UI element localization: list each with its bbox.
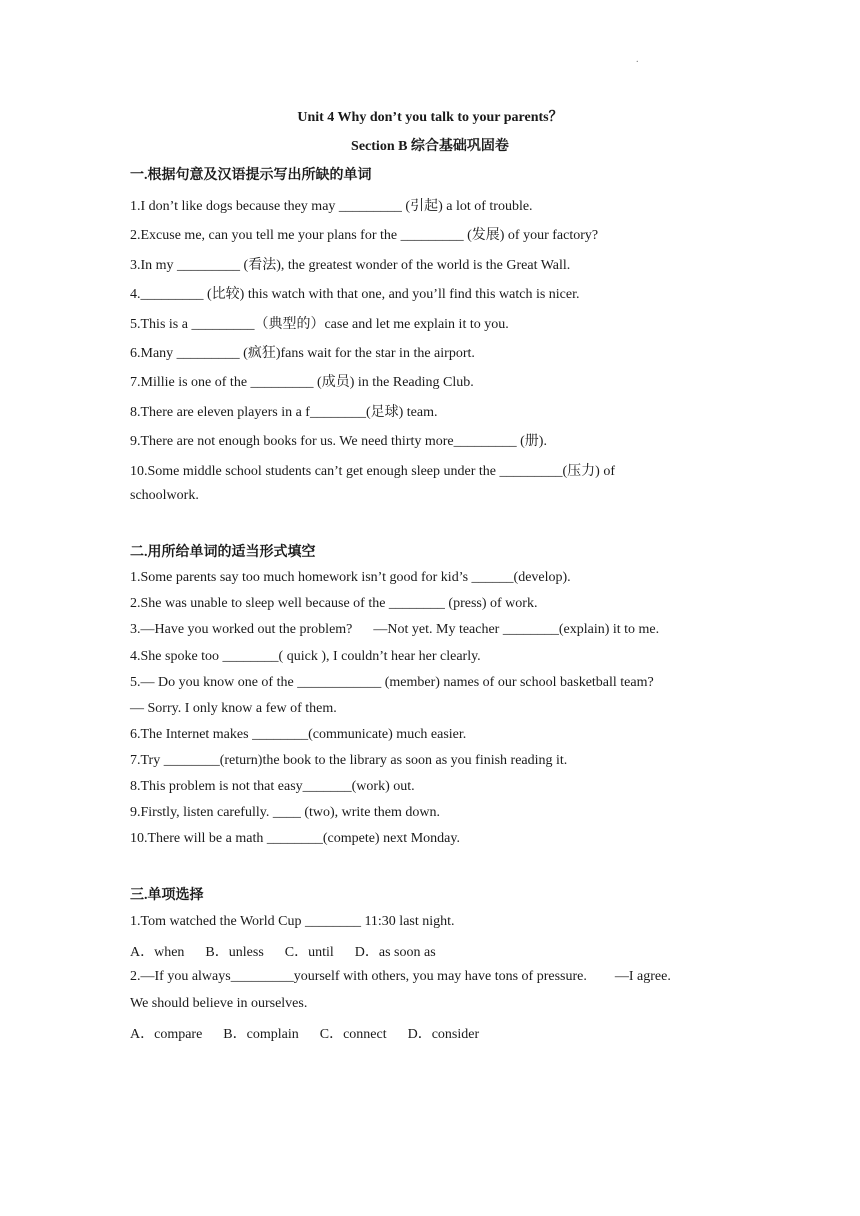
section-2-item: 8.This problem is not that easy_______(work) out. <box>130 779 415 794</box>
section-1-item: 10.Some middle school students can’t get enough sleep under the _________(压力) of <box>130 464 615 479</box>
section-1-item: 3.In my _________ (看法), the greatest wonder of the world is the Great Wall. <box>130 258 571 273</box>
section-3-options: A．when B．unless C．until D．as soon as <box>130 945 436 960</box>
corner-mark: . <box>636 54 639 65</box>
section-2-item: 7.Try ________(return)the book to the library as soon as you finish reading it. <box>130 753 568 768</box>
section-2-item: 2.She was unable to sleep well because of the ________ (press) of work. <box>130 596 538 611</box>
section-1-item: 7.Millie is one of the _________ (成员) in the Reading Club. <box>130 375 474 390</box>
section-3-heading: 三.单项选择 <box>130 888 204 903</box>
section-2-item: 9.Firstly, listen carefully. ____ (two), write them down. <box>130 805 441 820</box>
section-2-item: — Sorry. I only know a few of them. <box>130 701 337 716</box>
section-1-item: 9.There are not enough books for us. We need thirty more_________ (册). <box>130 434 547 449</box>
section-2-item: 3.—Have you worked out the problem? —Not yet. My teacher ________(explain) it to me. <box>130 622 660 637</box>
page-title: Unit 4 Why don’t you talk to your parents？ <box>297 110 563 125</box>
section-1-item: 2.Excuse me, can you tell me your plans for the _________ (发展) of your factory? <box>130 228 599 243</box>
section-3-question: We should believe in ourselves. <box>130 996 308 1011</box>
page-subtitle: Section B 综合基础巩固卷 <box>351 139 509 154</box>
section-1-item: 5.This is a _________（典型的）case and let me explain it to you. <box>130 317 509 332</box>
section-2-item: 1.Some parents say too much homework isn’t good for kid’s ______(develop). <box>130 570 571 585</box>
section-2-item: 4.She spoke too ________( quick ), I couldn’t hear her clearly. <box>130 649 481 664</box>
section-2-item: 5.— Do you know one of the ____________ (member) names of our school basketball team? <box>130 675 654 690</box>
section-3-question: 2.—If you always_________yourself with others, you may have tons of pressure. —I agree. <box>130 969 671 984</box>
section-1-item: schoolwork. <box>130 488 199 503</box>
section-2-heading: 二.用所给单词的适当形式填空 <box>130 545 316 560</box>
section-1-item: 8.There are eleven players in a f________(足球) team. <box>130 405 438 420</box>
section-3-options: A．compare B．complain C．connect D．consider <box>130 1027 480 1042</box>
section-1-item: 1.I don’t like dogs because they may _________ (引起) a lot of trouble. <box>130 199 533 214</box>
section-2-item: 10.There will be a math ________(compete) next Monday. <box>130 831 460 846</box>
section-1-heading: 一.根据句意及汉语提示写出所缺的单词 <box>130 168 372 183</box>
section-2-item: 6.The Internet makes ________(communicate) much easier. <box>130 727 467 742</box>
section-1-item: 4._________ (比较) this watch with that one, and you’ll find this watch is nicer. <box>130 287 580 302</box>
section-1-item: 6.Many _________ (疯狂)fans wait for the star in the airport. <box>130 346 475 361</box>
section-3-question: 1.Tom watched the World Cup ________ 11:30 last night. <box>130 914 455 929</box>
